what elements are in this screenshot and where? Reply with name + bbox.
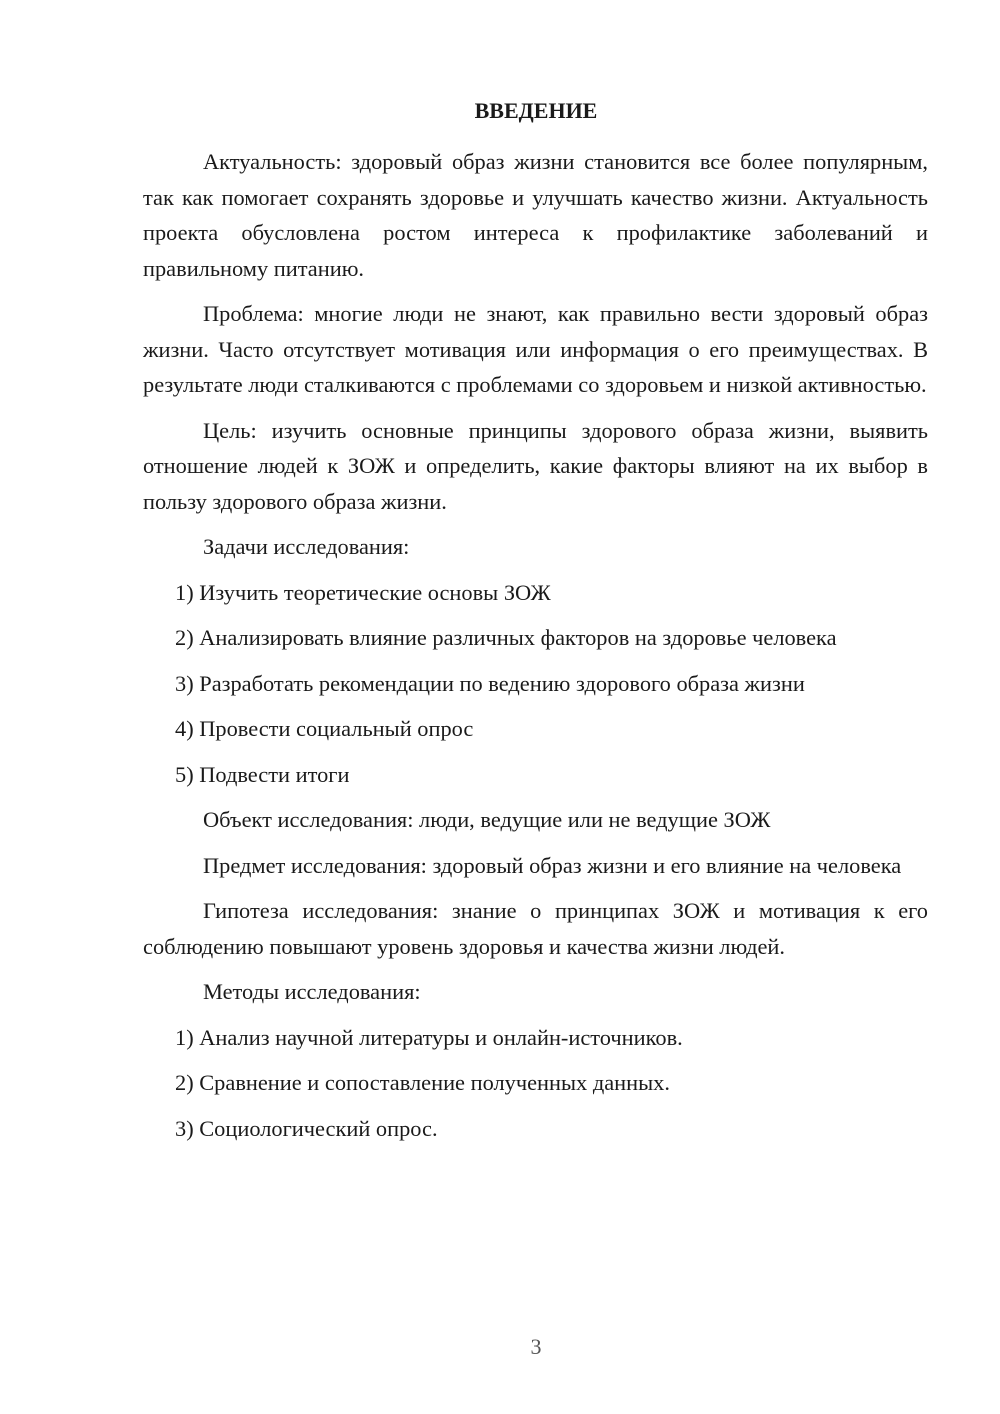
page-title: ВВЕДЕНИЕ	[474, 98, 598, 123]
paragraph-hypothesis: Гипотеза исследования: знание о принципах ЗОЖ и мотивация к его соблюдению повышают уровень здоровья и качества жизни людей.	[143, 898, 928, 959]
list-item: 3) Разработать рекомендации по ведению здорового образа жизни	[175, 670, 805, 696]
list-item: 4) Провести социальный опрос	[175, 716, 474, 741]
tasks-heading: Задачи исследования:	[203, 534, 410, 559]
methods-heading: Методы исследования:	[203, 979, 421, 1004]
list-item: 3) Социологический опрос.	[175, 1115, 438, 1141]
list-item: 2) Сравнение и сопоставление полученных данных.	[175, 1070, 670, 1095]
body-text	[143, 144, 928, 1156]
list-item: 1) Изучить теоретические основы ЗОЖ	[175, 579, 551, 605]
methods-list	[143, 1020, 928, 1147]
page-number: 3	[530, 1334, 542, 1359]
list-item: 5) Подвести итоги	[175, 761, 350, 787]
list-item: 2) Анализировать влияние различных факторов на здоровье человека	[175, 625, 837, 650]
paragraph-object: Объект исследования: люди, ведущие или не ведущие ЗОЖ	[203, 807, 771, 832]
tasks-list	[143, 575, 928, 793]
list-item: 1) Анализ научной литературы и онлайн-источников.	[175, 1024, 683, 1050]
paragraph-problem: Проблема: многие люди не знают, как правильно вести здоровый образ жизни. Часто отсутствует мотивация или информация о его преимуществах. В результате люди сталкиваются с проблемами со здоровьем и низкой активностью.	[143, 301, 928, 397]
paragraph-goal: Цель: изучить основные принципы здорового образа жизни, выявить отношение людей к ЗОЖ и определить, какие факторы влияют на их выбор в пользу здорового образа жизни.	[143, 417, 928, 514]
paragraph-subject: Предмет исследования: здоровый образ жизни и его влияние на человека	[203, 852, 902, 878]
paragraph-relevance: Актуальность: здоровый образ жизни становится все более популярным, так как помогает сохранять здоровье и улучшать качество жизни. Актуальность проекта обусловлена ростом интереса к профилактике заболеваний и правильному питанию.	[143, 149, 928, 281]
